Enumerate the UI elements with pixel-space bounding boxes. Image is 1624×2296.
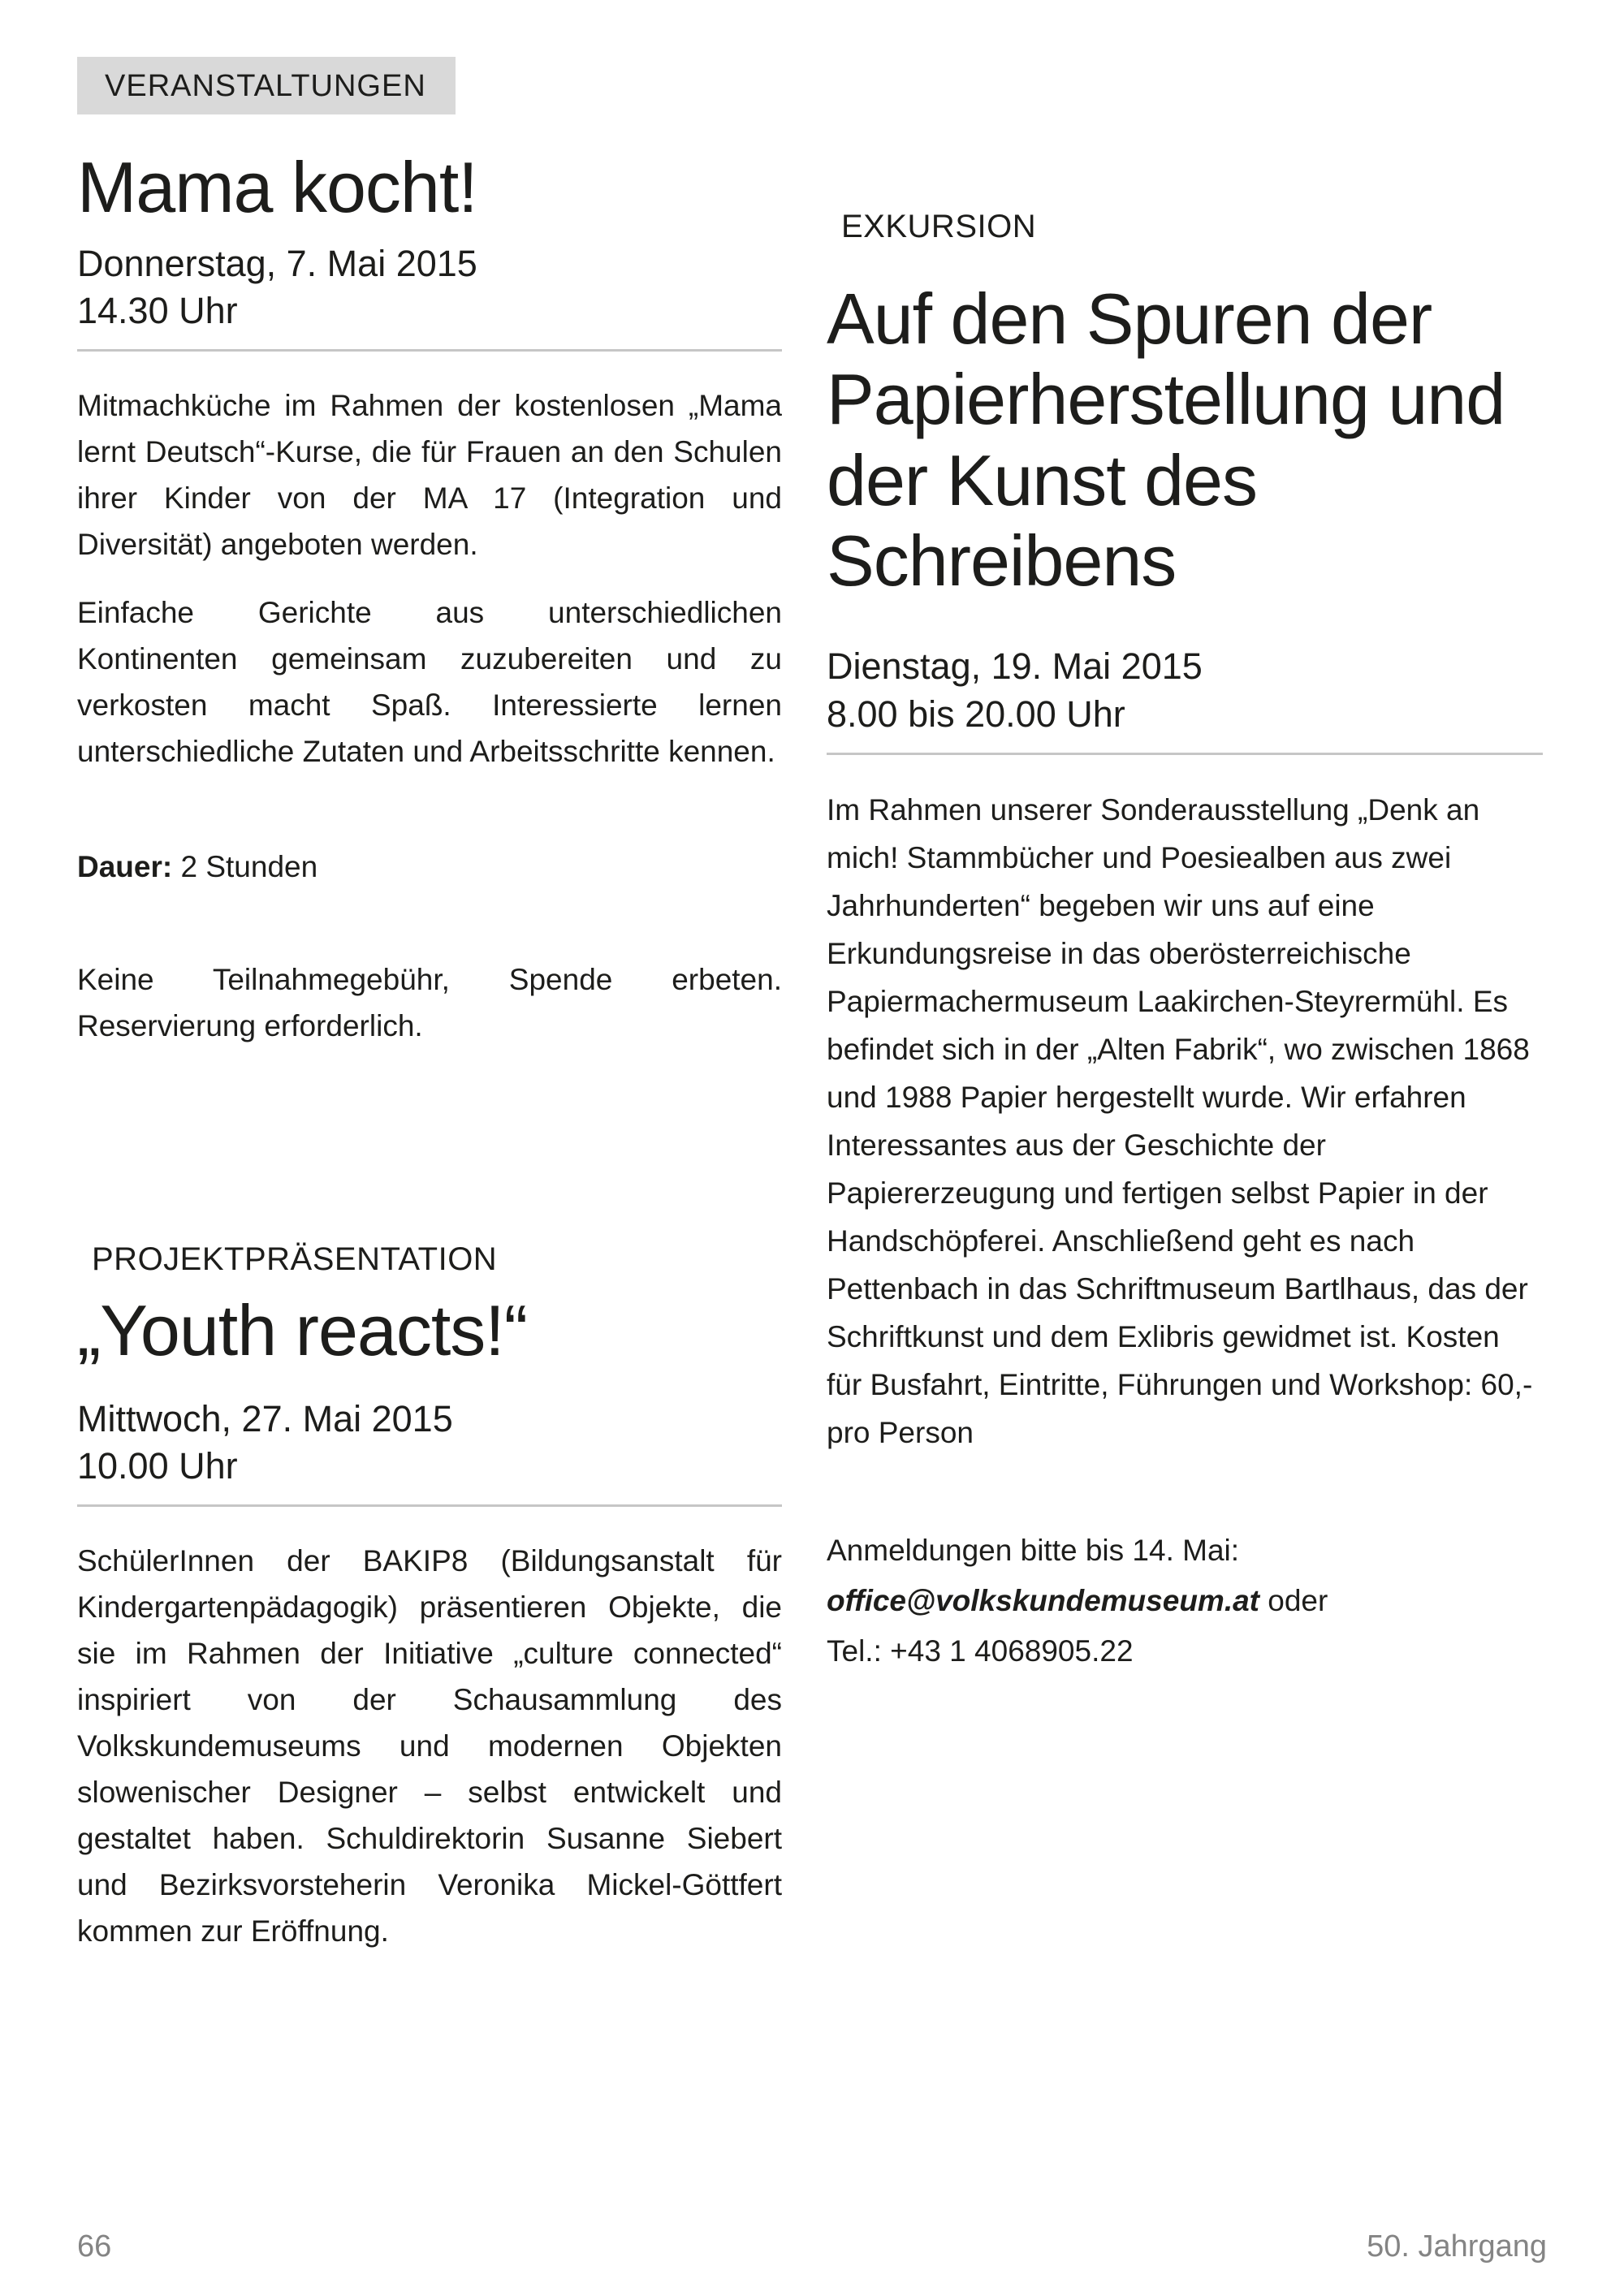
registration-contact [827, 1576, 1543, 1626]
event-title: Mama kocht! [77, 147, 477, 227]
left-column [77, 57, 782, 1954]
event-fee-note: Keine Teilnahmegebühr, Spende erbeten. Reservierung erforderlich. [77, 963, 782, 1043]
event-date: Mittwoch, 27. Mai 2015 [77, 1397, 453, 1439]
event-paragraph: SchülerInnen der BAKIP8 (Bildungsanstalt für Kindergartenpädagogik) präsentieren Objekte, die sie im Rahmen der Initiative „culture connected“ inspiriert von der Schausammlung des Volkskundemuseums und modernen Objekten slowenischer Designer – selbst entwickelt und gestaltet haben. Schuldirektorin Susanne Siebert und Bezirksvorsteherin Veronika Mickel-Göttfert kommen zur Eröffnung. [77, 1543, 782, 1948]
event-time: 8.00 bis 20.00 Uhr [827, 693, 1125, 735]
event-exkursion [827, 207, 1543, 1677]
event-duration [77, 844, 782, 890]
divider [77, 349, 782, 352]
event-time: 14.30 Uhr [77, 290, 238, 332]
event-title: „Youth reacts!“ [77, 1290, 528, 1371]
event-mama-kocht [77, 147, 782, 1049]
duration-value: 2 Stunden [172, 850, 318, 884]
registration-intro: Anmeldungen bitte bis 14. Mai: [827, 1533, 1240, 1567]
page-footer [77, 2231, 1547, 2262]
event-youth-reacts [77, 1240, 782, 1953]
registration-email-suffix: oder [1259, 1583, 1328, 1617]
event-datetime [77, 1396, 782, 1490]
section-badge: VERANSTALTUNGEN [77, 57, 456, 114]
event-date: Dienstag, 19. Mai 2015 [827, 645, 1203, 687]
event-datetime [77, 240, 782, 334]
event-date: Donnerstag, 7. Mai 2015 [77, 243, 477, 285]
event-category: EXKURSION [841, 209, 1037, 244]
registration-email: office@volkskundemuseum.at [827, 1583, 1259, 1617]
event-title: Auf den Spuren der Papierherstellung und der Kunst des Schreibens [827, 278, 1505, 602]
event-paragraph: Einfache Gerichte aus unterschiedlichen Kontinenten gemeinsam zuzubereiten und zu verkosten macht Spaß. Interessierte lernen unterschiedliche Zutaten und Arbeitsschritte kennen. [77, 596, 782, 769]
duration-label: Dauer: [77, 850, 173, 884]
event-datetime [827, 642, 1543, 738]
event-paragraph: Im Rahmen unserer Sonderausstellung „Denk an mich! Stammbücher und Poesiealben aus zwei Jahrhunderten“ begeben wir uns auf eine Erkundungsreise in das oberösterreichische Papiermachermuseum Laakirchen-Steyrermühl. Es befindet sich in der „Alten Fabrik“, wo zwischen 1868 und 1988 Papier hergestellt wurde. Wir erfahren Interessantes aus der Geschichte der Papiererzeugung und fertigen selbst Papier in der Handschöpferei. Anschließend geht es nach Pettenbach in das Schriftmuseum Bartlhaus, das der Schriftkunst und dem Exlibris gewidmet ist. Kosten für Busfahrt, Eintritte, Führungen und Workshop: 60,- pro Person [827, 792, 1533, 1449]
volume-label: 50. Jahrgang [1367, 2229, 1547, 2264]
divider [827, 753, 1543, 755]
divider [77, 1504, 782, 1507]
page-number: 66 [77, 2229, 112, 2264]
right-column [827, 57, 1543, 1954]
registration-phone: Tel.: +43 1 4068905.22 [827, 1634, 1134, 1668]
event-time: 10.00 Uhr [77, 1444, 238, 1487]
event-paragraph: Mitmachküche im Rahmen der kostenlosen „Mama lernt Deutsch“-Kurse, die für Frauen an den Schulen ihrer Kinder von der MA 17 (Integration und Diversität) angeboten werden. [77, 389, 782, 562]
registration-block [827, 1526, 1543, 1677]
event-category: PROJEKTPRÄSENTATION [92, 1241, 498, 1278]
